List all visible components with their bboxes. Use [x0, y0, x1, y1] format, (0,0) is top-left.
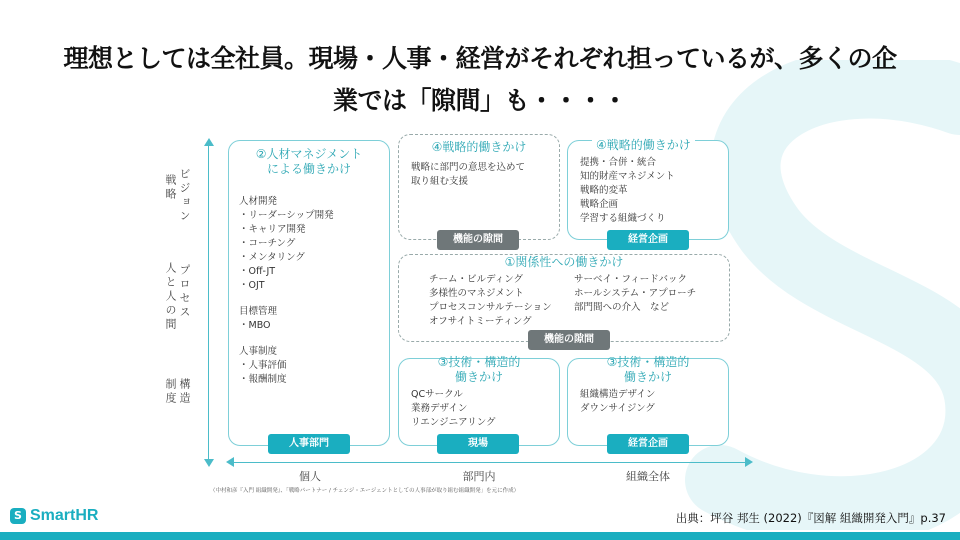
list-item: ・人事評価 [239, 360, 287, 371]
tech-org-title [568, 355, 728, 385]
function-gap-tag-top: 機能の隙間 [437, 230, 519, 250]
function-gap-tag-mid: 機能の隙間 [528, 330, 610, 350]
list-item: 戦略に部門の意思を込めて [411, 162, 526, 173]
list-item: 戦略的変革 [580, 185, 628, 196]
hr-box-body [239, 195, 389, 387]
x-axis-line [232, 462, 747, 463]
y-label-structure-sub: 構造 [178, 378, 191, 406]
relation-box [398, 254, 730, 342]
tech-org-title-line-1: ③技術・構造的 [606, 355, 690, 369]
list-item: ダウンサイジング [580, 403, 655, 414]
list-item: ・OJT [239, 280, 265, 291]
list-item: ・キャリア開発 [239, 224, 306, 235]
list-item: プロセスコンサルテーション [429, 302, 552, 313]
strategy-dept-body [411, 161, 559, 189]
y-label-strategy-sub: ビジョン [178, 168, 191, 224]
title-line-2: 業では「隙間」も・・・・ [332, 86, 627, 115]
tech-dept-box [398, 355, 560, 446]
tech-dept-title-line-2: 働きかけ [454, 370, 503, 384]
slide-title [0, 38, 960, 122]
list-item: 人事制度 [239, 346, 278, 357]
y-axis-line [208, 146, 209, 460]
relation-right-list [574, 273, 696, 329]
relation-left-list [429, 273, 574, 329]
field-tag: 現場 [437, 434, 519, 454]
x-label-department: 部門内 [462, 470, 496, 483]
hr-box-title [229, 147, 389, 177]
list-item: チーム・ビルディング [429, 274, 524, 285]
source-citation: 出典：坪谷 邦生 (2022)『図解 組織開発入門』p.37 [675, 511, 946, 525]
smarthr-logo [10, 507, 98, 525]
relation-body [429, 273, 729, 329]
list-item: 学習する組織づくり [580, 213, 666, 224]
hr-title-line-1: ②人材マネジメント [255, 147, 363, 161]
list-item: サーベイ・フィードバック [574, 274, 688, 285]
y-label-strategy: 戦略 [164, 174, 177, 202]
list-item: 組織構造デザイン [580, 389, 656, 400]
list-item: 人材開発 [239, 196, 278, 207]
list-item: 知的財産マネジメント [580, 171, 675, 182]
smarthr-logo-text: SmartHR [30, 507, 99, 524]
tech-org-body [580, 388, 728, 416]
x-label-organization: 組織全体 [626, 470, 670, 483]
strategy-org-body [580, 156, 728, 226]
x-label-individual: 個人 [299, 470, 321, 483]
list-item: 業務デザイン [411, 403, 468, 414]
relation-title: ①関係性への働きかけ [504, 255, 624, 269]
title-line-1: 理想としては全社員。現場・人事・経営がそれぞれ担っているが、多くの企 [63, 44, 897, 73]
list-item: オフサイトミーティング [429, 316, 532, 327]
list-item: QCサークル [411, 389, 463, 400]
list-item: ・メンタリング [239, 252, 305, 263]
tech-org-title-line-2: 働きかけ [623, 370, 672, 384]
smarthr-logo-icon: S [10, 508, 26, 524]
tech-dept-title [399, 355, 559, 385]
list-item: 部門間への介入 など [574, 302, 670, 313]
figure-credit: （中村和彦『入門 組織開発』、「戦略パートナー / チェンジ・エージェントとしての人事部が取り組む組織開発」を元に作成） [210, 488, 520, 494]
strategy-dept-box [398, 134, 560, 240]
mgmt-planning-tag-top: 経営企画 [607, 230, 689, 250]
y-axis-arrow-up [204, 138, 214, 146]
list-item: ・Off-JT [239, 266, 276, 277]
list-item: 戦略企画 [580, 199, 619, 210]
hr-box [228, 140, 390, 446]
tech-org-box [567, 355, 729, 446]
list-item: 多様性のマネジメント [429, 288, 524, 299]
bottom-accent-bar [0, 532, 960, 540]
strategy-org-box [567, 140, 729, 240]
y-axis-arrow-down [204, 459, 214, 467]
x-axis-arrow-right [745, 457, 753, 467]
hr-title-line-2: による働きかけ [266, 162, 351, 176]
y-label-process: 人と人の間 [164, 262, 177, 332]
list-item: ・コーチング [239, 238, 296, 249]
od-figure [160, 126, 760, 498]
y-label-structure: 制度 [164, 378, 177, 406]
list-item: リエンジニアリング [411, 417, 496, 428]
list-item: 目標管理 [239, 306, 278, 317]
hr-dept-tag: 人事部門 [268, 434, 350, 454]
list-item: 提携・合併・統合 [580, 157, 657, 168]
strategy-dept-title: ④戦略的働きかけ [431, 140, 527, 154]
list-item: ・MBO [239, 320, 271, 331]
list-item: 取り組む支援 [411, 176, 469, 187]
y-label-process-sub: プロセス [178, 264, 191, 320]
strategy-org-title: ④戦略的働きかけ [592, 138, 695, 153]
mgmt-planning-tag-bottom: 経営企画 [607, 434, 689, 454]
list-item: ホールシステム・アプローチ [574, 288, 697, 299]
list-item: ・報酬制度 [239, 374, 287, 385]
list-item: ・リーダーシップ開発 [239, 210, 334, 221]
tech-dept-body [411, 388, 559, 430]
tech-dept-title-line-1: ③技術・構造的 [437, 355, 521, 369]
